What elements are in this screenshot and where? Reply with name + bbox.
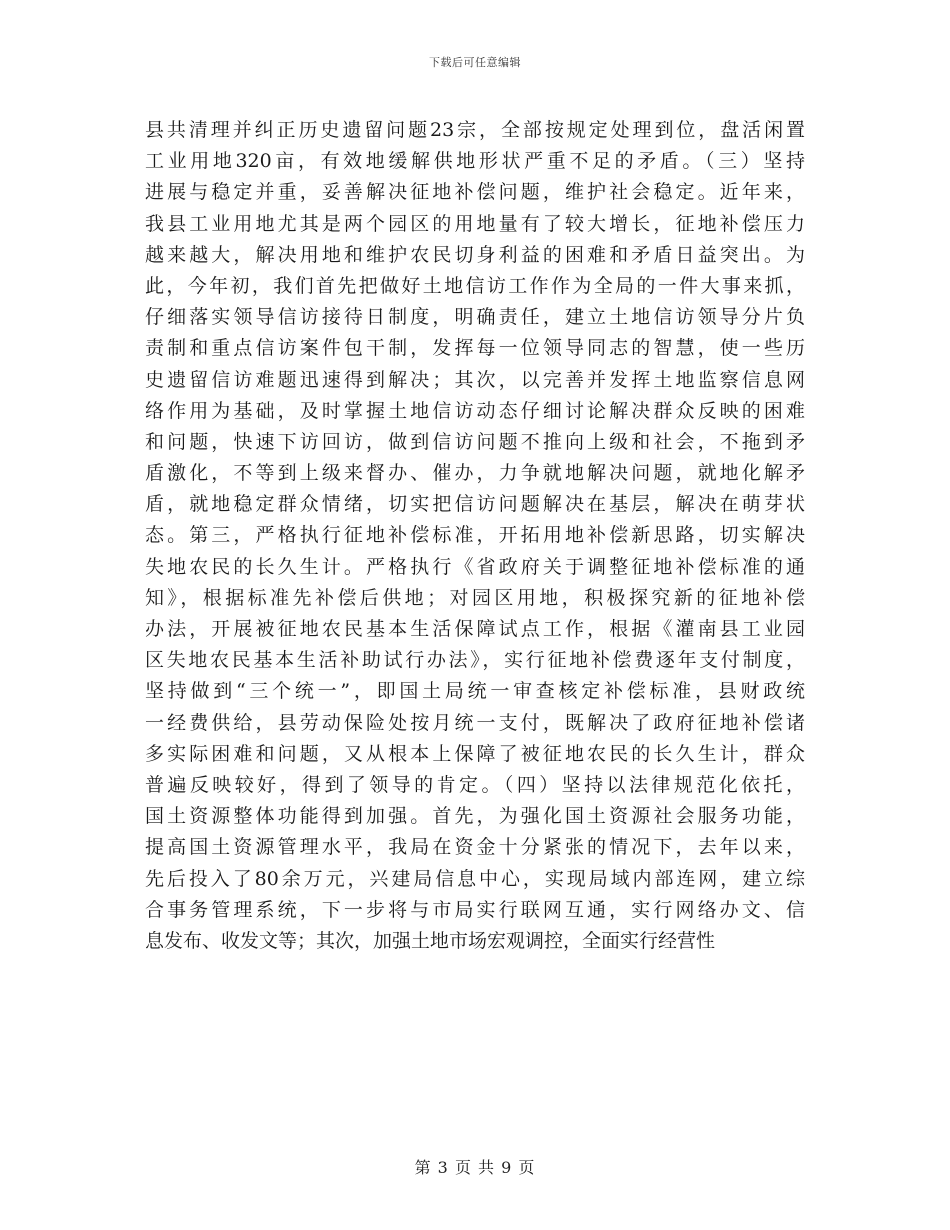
document-body xyxy=(145,115,805,957)
body-line: 一经费供给，县劳动保险处按月统一支付，既解决了政府征地补偿诸 xyxy=(145,711,805,734)
body-line: 先后投入了80余万元，兴建局信息中心，实现局域内部连网，建立综 xyxy=(145,867,805,890)
body-line: 坚持做到“三个统一”，即国土局统一审查核定补偿标准，县财政统 xyxy=(145,680,805,703)
body-line: 仔细落实领导信访接待日制度，明确责任，建立土地信访领导分片负 xyxy=(145,306,805,329)
body-line: 盾激化，不等到上级来督办、催办，力争就地解决问题，就地化解矛 xyxy=(145,462,805,485)
page-number: 第 3 页 共 9 页 xyxy=(414,1158,536,1177)
body-line: 办法，开展被征地农民基本生活保障试点工作，根据《灌南县工业园 xyxy=(145,618,805,640)
body-line: 多实际困难和问题，又从根本上保障了被征地农民的长久生计，群众 xyxy=(145,742,805,765)
body-line: 普遍反映较好，得到了领导的肯定。（四）坚持以法律规范化依托， xyxy=(145,773,805,796)
body-line: 区失地农民基本生活补助试行办法》，实行征地补偿费逐年支付制度， xyxy=(145,649,805,672)
body-line: 和问题，快速下访回访，做到信访问题不推向上级和社会，不拖到矛 xyxy=(145,430,805,453)
body-line: 进展与稳定并重，妥善解决征地补偿问题，维护社会稳定。近年来， xyxy=(145,181,805,204)
body-line: 知》，根据标准先补偿后供地；对园区用地，积极探究新的征地补偿 xyxy=(145,586,805,609)
body-line: 我县工业用地尤其是两个园区的用地量有了较大增长，征地补偿压力 xyxy=(145,212,805,235)
body-line: 合事务管理系统，下一步将与市局实行联网互通，实行网络办文、信 xyxy=(145,898,805,921)
body-line: 提高国土资源管理水平，我局在资金十分紧张的情况下，去年以来， xyxy=(145,836,805,859)
body-line: 越来越大，解决用地和维护农民切身利益的困难和矛盾日益突出。为 xyxy=(145,243,805,266)
body-line: 此，今年初，我们首先把做好土地信访工作作为全局的一件大事来抓， xyxy=(145,274,805,297)
body-line: 盾，就地稳定群众情绪，切实把信访问题解决在基层，解决在萌芽状 xyxy=(145,493,805,516)
body-line: 县共清理并纠正历史遗留问题23宗，全部按规定处理到位，盘活闲置 xyxy=(145,119,805,141)
body-line: 络作用为基础，及时掌握土地信访动态仔细讨论解决群众反映的困难 xyxy=(145,399,805,422)
body-line: 息发布、收发文等；其次，加强土地市场宏观调控，全面实行经营性 xyxy=(145,929,716,952)
body-line: 工业用地320亩，有效地缓解供地形状严重不足的矛盾。（三）坚持 xyxy=(145,150,805,173)
body-line: 失地农民的长久生计。严格执行《省政府关于调整征地补偿标准的通 xyxy=(145,555,805,578)
page-header-note: 下载后可任意编辑 xyxy=(429,56,521,69)
body-line: 态。第三，严格执行征地补偿标准，开拓用地补偿新思路，切实解决 xyxy=(145,524,805,547)
body-line: 史遗留信访难题迅速得到解决；其次，以完善并发挥土地监察信息网 xyxy=(145,368,805,391)
body-line: 责制和重点信访案件包干制，发挥每一位领导同志的智慧，使一些历 xyxy=(145,337,805,360)
body-line: 国土资源整体功能得到加强。首先，为强化国土资源社会服务功能， xyxy=(145,805,805,828)
